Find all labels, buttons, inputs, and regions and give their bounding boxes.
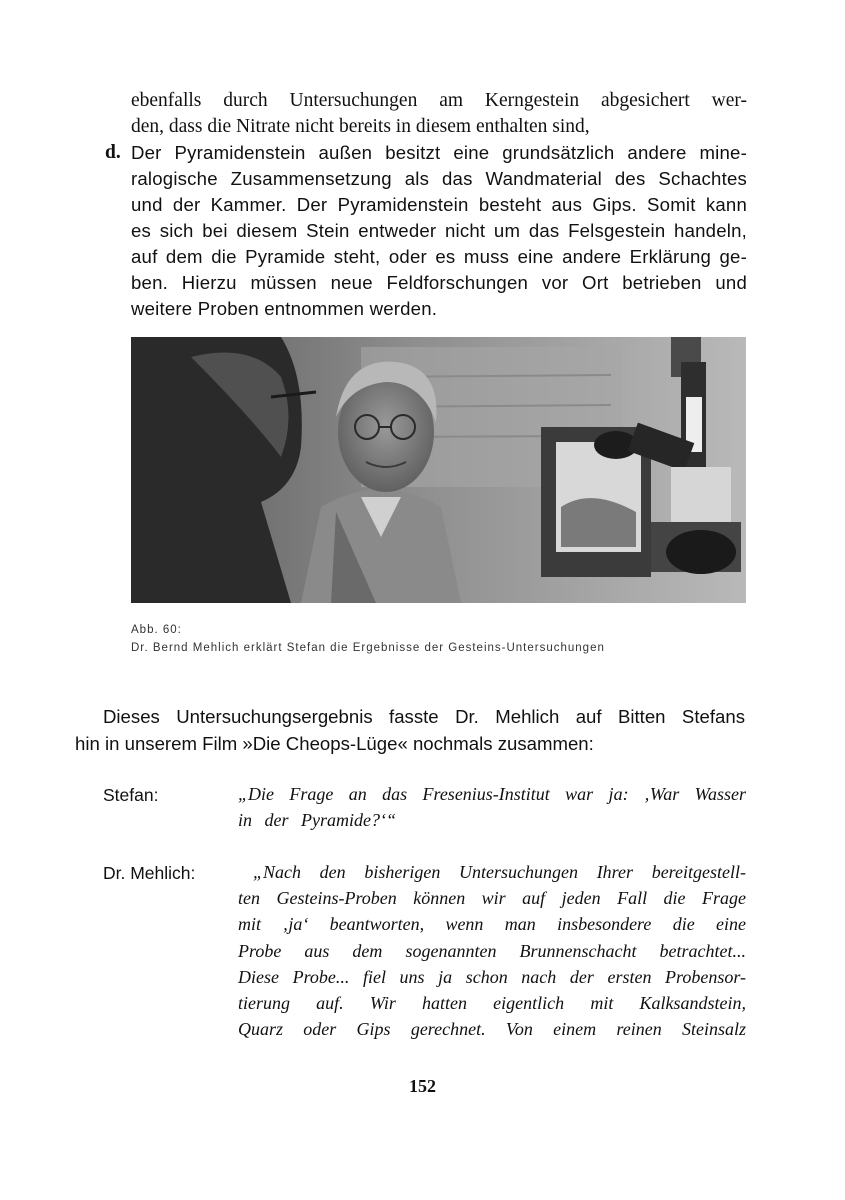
text-line: es sich bei diesem Stein entweder nicht um das Felsgestein handeln, [131,220,747,241]
text-line: den, dass die Nitrate nicht bereits in diesem enthalten sind, [131,116,590,137]
figure-caption [131,621,605,657]
text-line: ten Gesteins-Proben können wir auf jeden Fall die Frage [238,888,746,909]
text-line: tierung auf. Wir hatten eigentlich mit Kalksandstein, [238,993,746,1014]
intro-paragraph [75,703,745,757]
text-line: ben. Hierzu müssen neue Feldforschungen vor Ort betrieben und [131,272,747,293]
text-line: „Die Frage an das Fresenius-Institut war ja: ‚War Wasser [238,784,746,804]
text-line: Der Pyramidenstein außen besitzt eine grundsätzlich andere mine- [131,142,747,163]
text-line: Quarz oder Gips gerechnet. Von einem reinen Steinsalz [238,1019,746,1040]
text-line: ebenfalls durch Untersuchungen am Kerngestein abgesichert wer- [131,90,747,111]
text-line: ralogische Zusammensetzung als das Wandmaterial des Schachtes [131,168,747,189]
photo-illustration [131,337,746,603]
list-item-d [131,140,747,322]
list-marker: d. [105,142,121,163]
text-line: und der Kammer. Der Pyramidenstein besteht aus Gips. Somit kann [131,194,747,215]
figure-caption-text: Dr. Bernd Mehlich erklärt Stefan die Ergebnisse der Gesteins-Untersuchungen [131,642,605,654]
text-line: mit ‚ja‘ beantworten, wenn man insbesondere die eine [238,914,746,935]
page-number: 152 [409,1076,436,1096]
figure-label: Abb. 60: [131,624,182,636]
text-line: weitere Proben entnommen werden. [131,298,438,319]
speaker-name: Stefan: [103,785,159,805]
continued-paragraph [131,88,747,140]
speech-text [238,781,746,833]
text-line: Diese Probe... fiel uns ja schon nach der ersten Probensor- [238,966,746,987]
text-line: hin in unserem Film »Die Cheops-Lüge« nochmals zusammen: [75,733,594,754]
text-line: Dieses Untersuchungsergebnis fasste Dr. Mehlich auf Bitten Stefans [103,706,745,727]
text-line: in der Pyramide?‘“ [238,810,396,831]
text-line: „Nach den bisherigen Untersuchungen Ihrer bereitgestell- [253,862,746,882]
text-line: Probe aus dem sogenannten Brunnenschacht betrachtet... [238,940,746,961]
figure-photo [131,337,746,603]
speech-text [238,859,746,1042]
text-line: auf dem die Pyramide steht, oder es muss eine andere Erklärung ge- [131,246,747,267]
speaker-name: Dr. Mehlich: [103,863,196,883]
